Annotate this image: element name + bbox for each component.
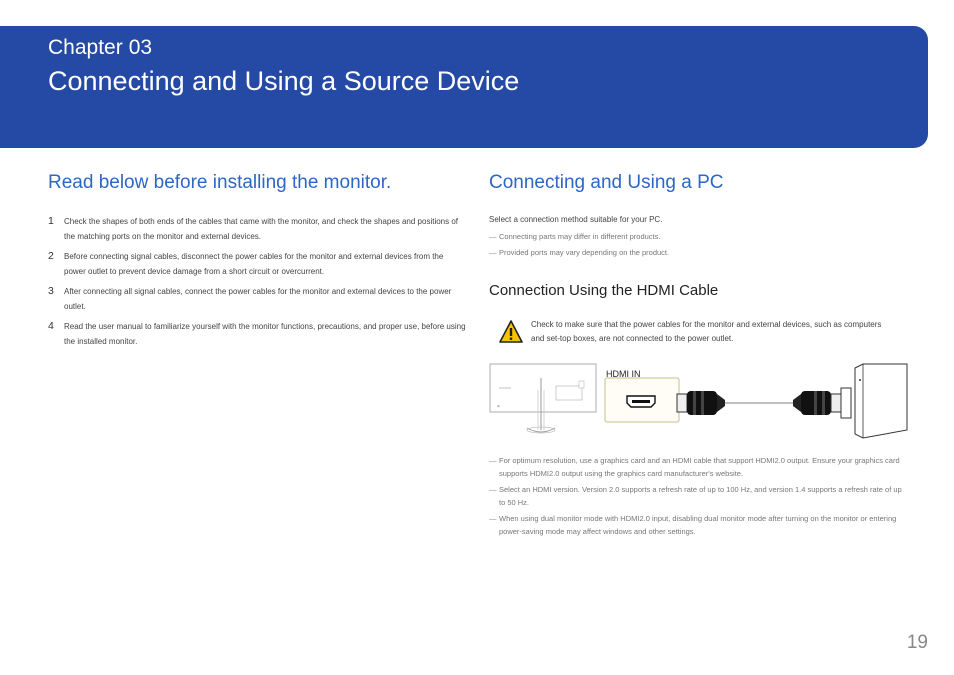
hdmi-port-icon <box>605 378 679 422</box>
step-item <box>48 284 466 314</box>
step-item <box>48 249 466 279</box>
step-item <box>48 214 466 244</box>
step-text: Read the user manual to familiarize yourself with the monitor functions, precautions, and proper use, before using the installed monitor. <box>64 322 466 346</box>
page-number: 19 <box>906 632 928 653</box>
chapter-number: 03 <box>128 36 153 59</box>
chapter-title: Connecting and Using a Source Device <box>48 66 520 96</box>
warning-icon <box>499 320 523 344</box>
step-number: 2 <box>48 250 54 262</box>
step-item <box>48 319 466 349</box>
note-dash-icon: ― <box>489 514 497 523</box>
left-heading: Read below before installing the monitor. <box>48 172 392 193</box>
hdmi-in-label: HDMI IN <box>606 369 641 379</box>
hdmi-plug-right-icon <box>793 391 841 415</box>
subheading: Connection Using the HDMI Cable <box>489 282 719 299</box>
note-dash-icon: ― <box>489 248 497 257</box>
note-item <box>489 512 909 538</box>
note-text: When using dual monitor mode with HDMI2.0 input, disabling dual monitor mode after turning on the monitor or entering power-saving mode may affect windows and other settings. <box>499 514 897 536</box>
step-number: 3 <box>48 285 54 297</box>
chapter-label <box>48 36 152 60</box>
note-text: Connecting parts may differ in different products. <box>499 232 661 241</box>
note-dash-icon: ― <box>489 456 497 465</box>
monitor-icon <box>490 364 596 433</box>
hdmi-connection-diagram <box>489 360 909 440</box>
svg-text:×: × <box>497 404 500 410</box>
step-text: Check the shapes of both ends of the cables that came with the monitor, and check the shapes and positions of the matching ports on the monitor and external devices. <box>64 217 459 241</box>
bottom-notes <box>489 454 909 541</box>
note-dash-icon: ― <box>489 232 497 241</box>
note-item <box>489 454 909 480</box>
note-item <box>489 483 909 509</box>
step-text: Before connecting signal cables, disconnect the power cables for the monitor and external devices from the power outlet to prevent device damage from a short circuit or overcurrent. <box>64 252 444 276</box>
pc-tower-icon <box>841 364 907 438</box>
step-text: After connecting all signal cables, connect the power cables for the monitor and external devices to the power outlet. <box>64 287 452 311</box>
installation-steps <box>48 214 466 354</box>
note-item <box>489 232 660 241</box>
note-text: For optimum resolution, use a graphics card and an HDMI cable that support HDMI2.0 output. Ensure your graphics card supports HDMI2.0 output using the graphics card manufacturer's website. <box>499 456 900 478</box>
intro-text: Select a connection method suitable for your PC. <box>489 215 663 224</box>
hdmi-plug-left-icon <box>677 391 725 415</box>
warning-text: Check to make sure that the power cables for the monitor and external devices, such as computers and set-top boxes, are not connected to the power outlet. <box>531 320 882 343</box>
note-text: Provided ports may vary depending on the product. <box>499 248 670 257</box>
note-item <box>489 248 669 257</box>
step-number: 4 <box>48 320 54 332</box>
note-dash-icon: ― <box>489 485 497 494</box>
chapter-word: Chapter <box>48 36 123 59</box>
note-text: Select an HDMI version. Version 2.0 supports a refresh rate of up to 100 Hz, and version 1.4 supports a refresh rate of up to 50 Hz. <box>499 485 902 507</box>
step-number: 1 <box>48 215 54 227</box>
right-heading: Connecting and Using a PC <box>489 172 724 193</box>
